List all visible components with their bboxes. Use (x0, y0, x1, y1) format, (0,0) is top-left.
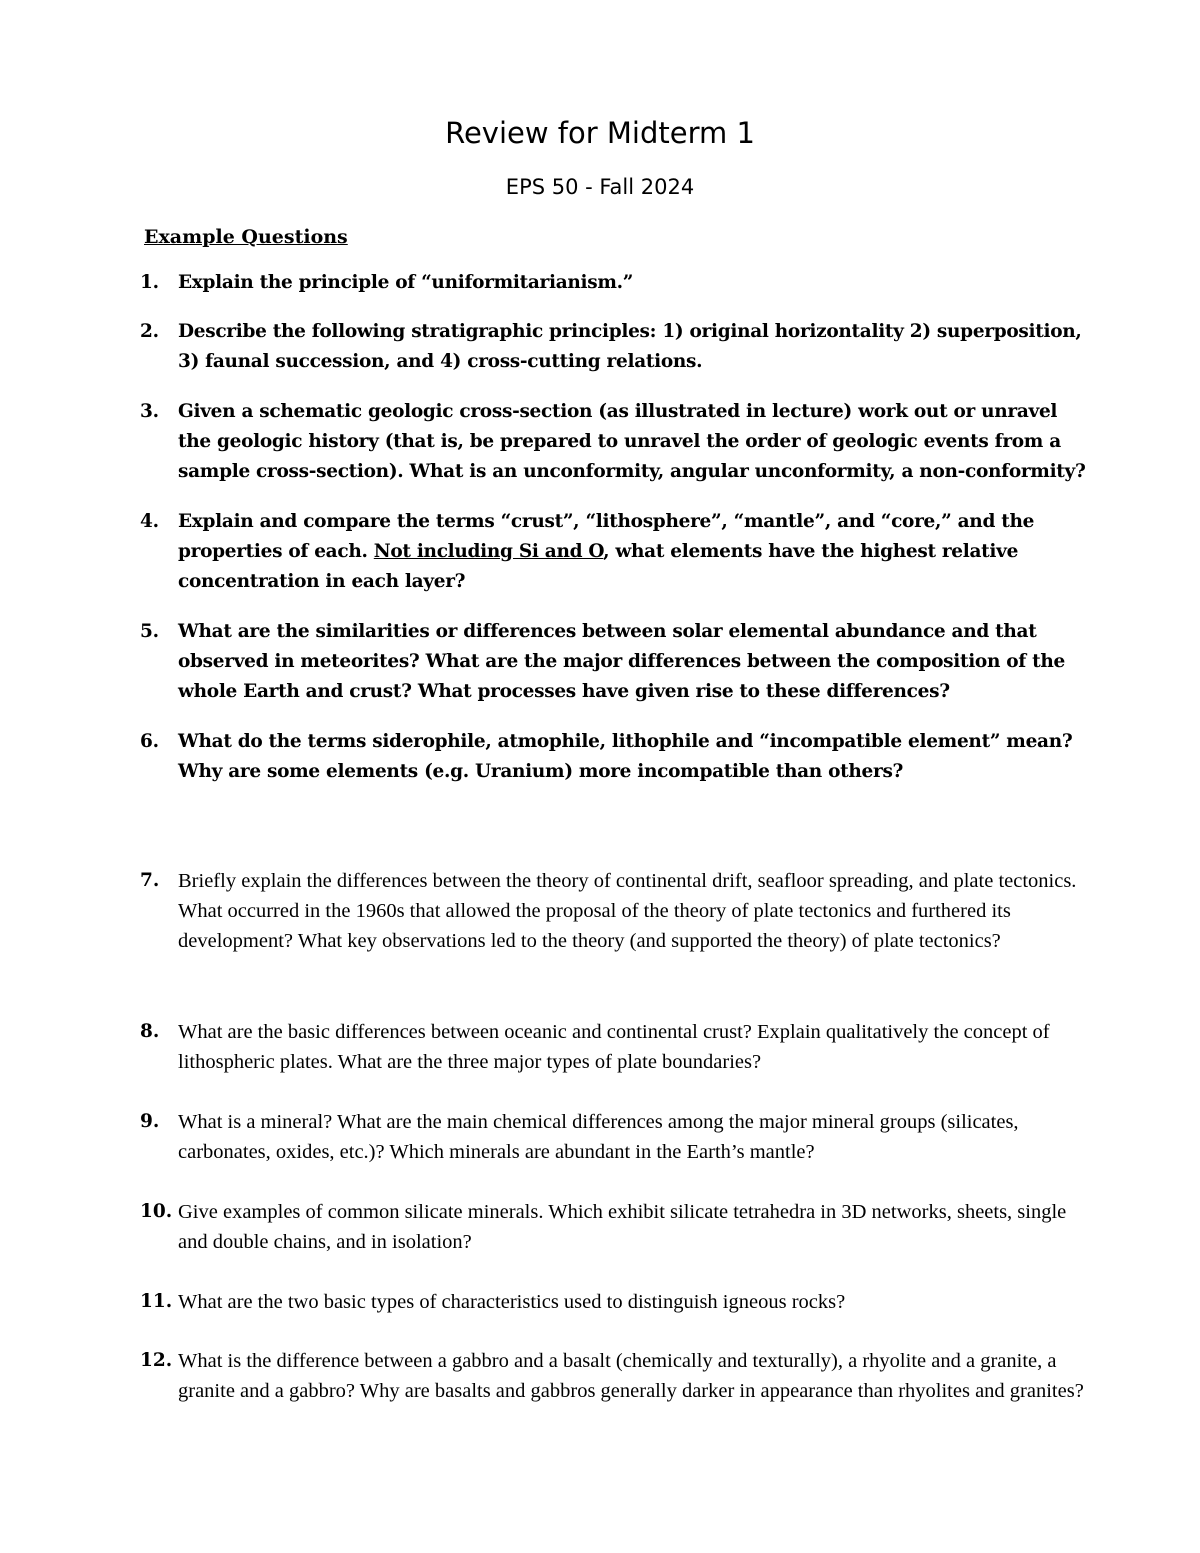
question-number: 9. (140, 1111, 160, 1132)
question-number: 6. (140, 731, 159, 752)
question-text: Explain the principle of “uniformitarianism.” (178, 272, 634, 293)
question-text-part: , what elements have the highest relative concentration in each layer? (178, 541, 1019, 592)
question-number: 8. (140, 1021, 160, 1042)
question-number: 4. (140, 511, 159, 532)
page-subtitle: EPS 50 - Fall 2024 (505, 175, 695, 199)
question-text: What do the terms siderophile, atmophile, lithophile and “incompatible element” mean? Why are some elements (e.g. Uranium) more incompatible than others? (178, 731, 1073, 782)
question-number: 3. (140, 401, 159, 422)
question-number: 5. (140, 621, 159, 642)
question-number: 7. (140, 870, 160, 891)
question-text: Given a schematic geologic cross-section (as illustrated in lecture) work out or unravel the geologic history (that is, be prepared to unravel the order of geologic events from a sample cross-section). What is an unconformity, angular unconformity, a non-conformity? (178, 401, 1086, 482)
question-text: Give examples of common silicate minerals. Which exhibit silicate tetrahedra in 3D networks, sheets, single and double chains, and in isolation? (178, 1201, 1067, 1253)
question-2 (140, 317, 1090, 377)
question-8 (140, 1017, 1090, 1077)
underlined-phrase: Not including Si and O (373, 541, 604, 562)
question-3 (140, 397, 1090, 487)
question-text (178, 507, 1090, 597)
question-text: What is a mineral? What are the main chemical differences among the major mineral groups (silicates, carbonates, oxides, etc.)? Which minerals are abundant in the Earth’s mantle? (178, 1111, 1019, 1163)
section-heading: Example Questions (144, 226, 348, 248)
question-number: 10. (140, 1201, 173, 1222)
question-9 (140, 1107, 1090, 1167)
question-11 (140, 1287, 1090, 1317)
question-10 (140, 1197, 1090, 1257)
question-text: Describe the following stratigraphic principles: 1) original horizontality 2) superposition, 3) faunal succession, and 4) cross-cutting relations. (178, 321, 1082, 372)
question-number: 12. (140, 1350, 173, 1371)
question-text: What is the difference between a gabbro and a basalt (chemically and texturally), a rhyolite and a granite, a granite and a gabbro? Why are basalts and gabbros generally darker in appearance than rhyolites and granites? (178, 1350, 1084, 1402)
question-7 (140, 866, 1090, 956)
question-text: What are the basic differences between oceanic and continental crust? Explain qualitatively the concept of lithospheric plates. What are the three major types of plate boundaries? (178, 1021, 1050, 1073)
question-number: 2. (140, 321, 159, 342)
question-12 (140, 1346, 1090, 1406)
question-number: 1. (140, 272, 159, 293)
question-6 (140, 727, 1090, 787)
question-text-part: Explain and compare the terms “crust”, “lithosphere”, “mantle”, and “core,” and the properties of each. (178, 511, 1035, 562)
question-1 (140, 268, 1090, 298)
question-text: What are the two basic types of characteristics used to distinguish igneous rocks? (178, 1291, 846, 1313)
page-title: Review for Midterm 1 (445, 116, 755, 150)
question-4 (140, 507, 1090, 597)
question-number: 11. (140, 1291, 173, 1312)
question-text: Briefly explain the differences between the theory of continental drift, seafloor spreading, and plate tectonics. What occurred in the 1960s that allowed the proposal of the theory of plate tectonics and furthered its development? What key observations led to the theory (and supported the theory) of plate tectonics? (178, 870, 1077, 952)
question-5 (140, 617, 1090, 707)
question-text: What are the similarities or differences between solar elemental abundance and that observed in meteorites? What are the major differences between the composition of the whole Earth and crust? What processes have given rise to these differences? (178, 621, 1065, 702)
